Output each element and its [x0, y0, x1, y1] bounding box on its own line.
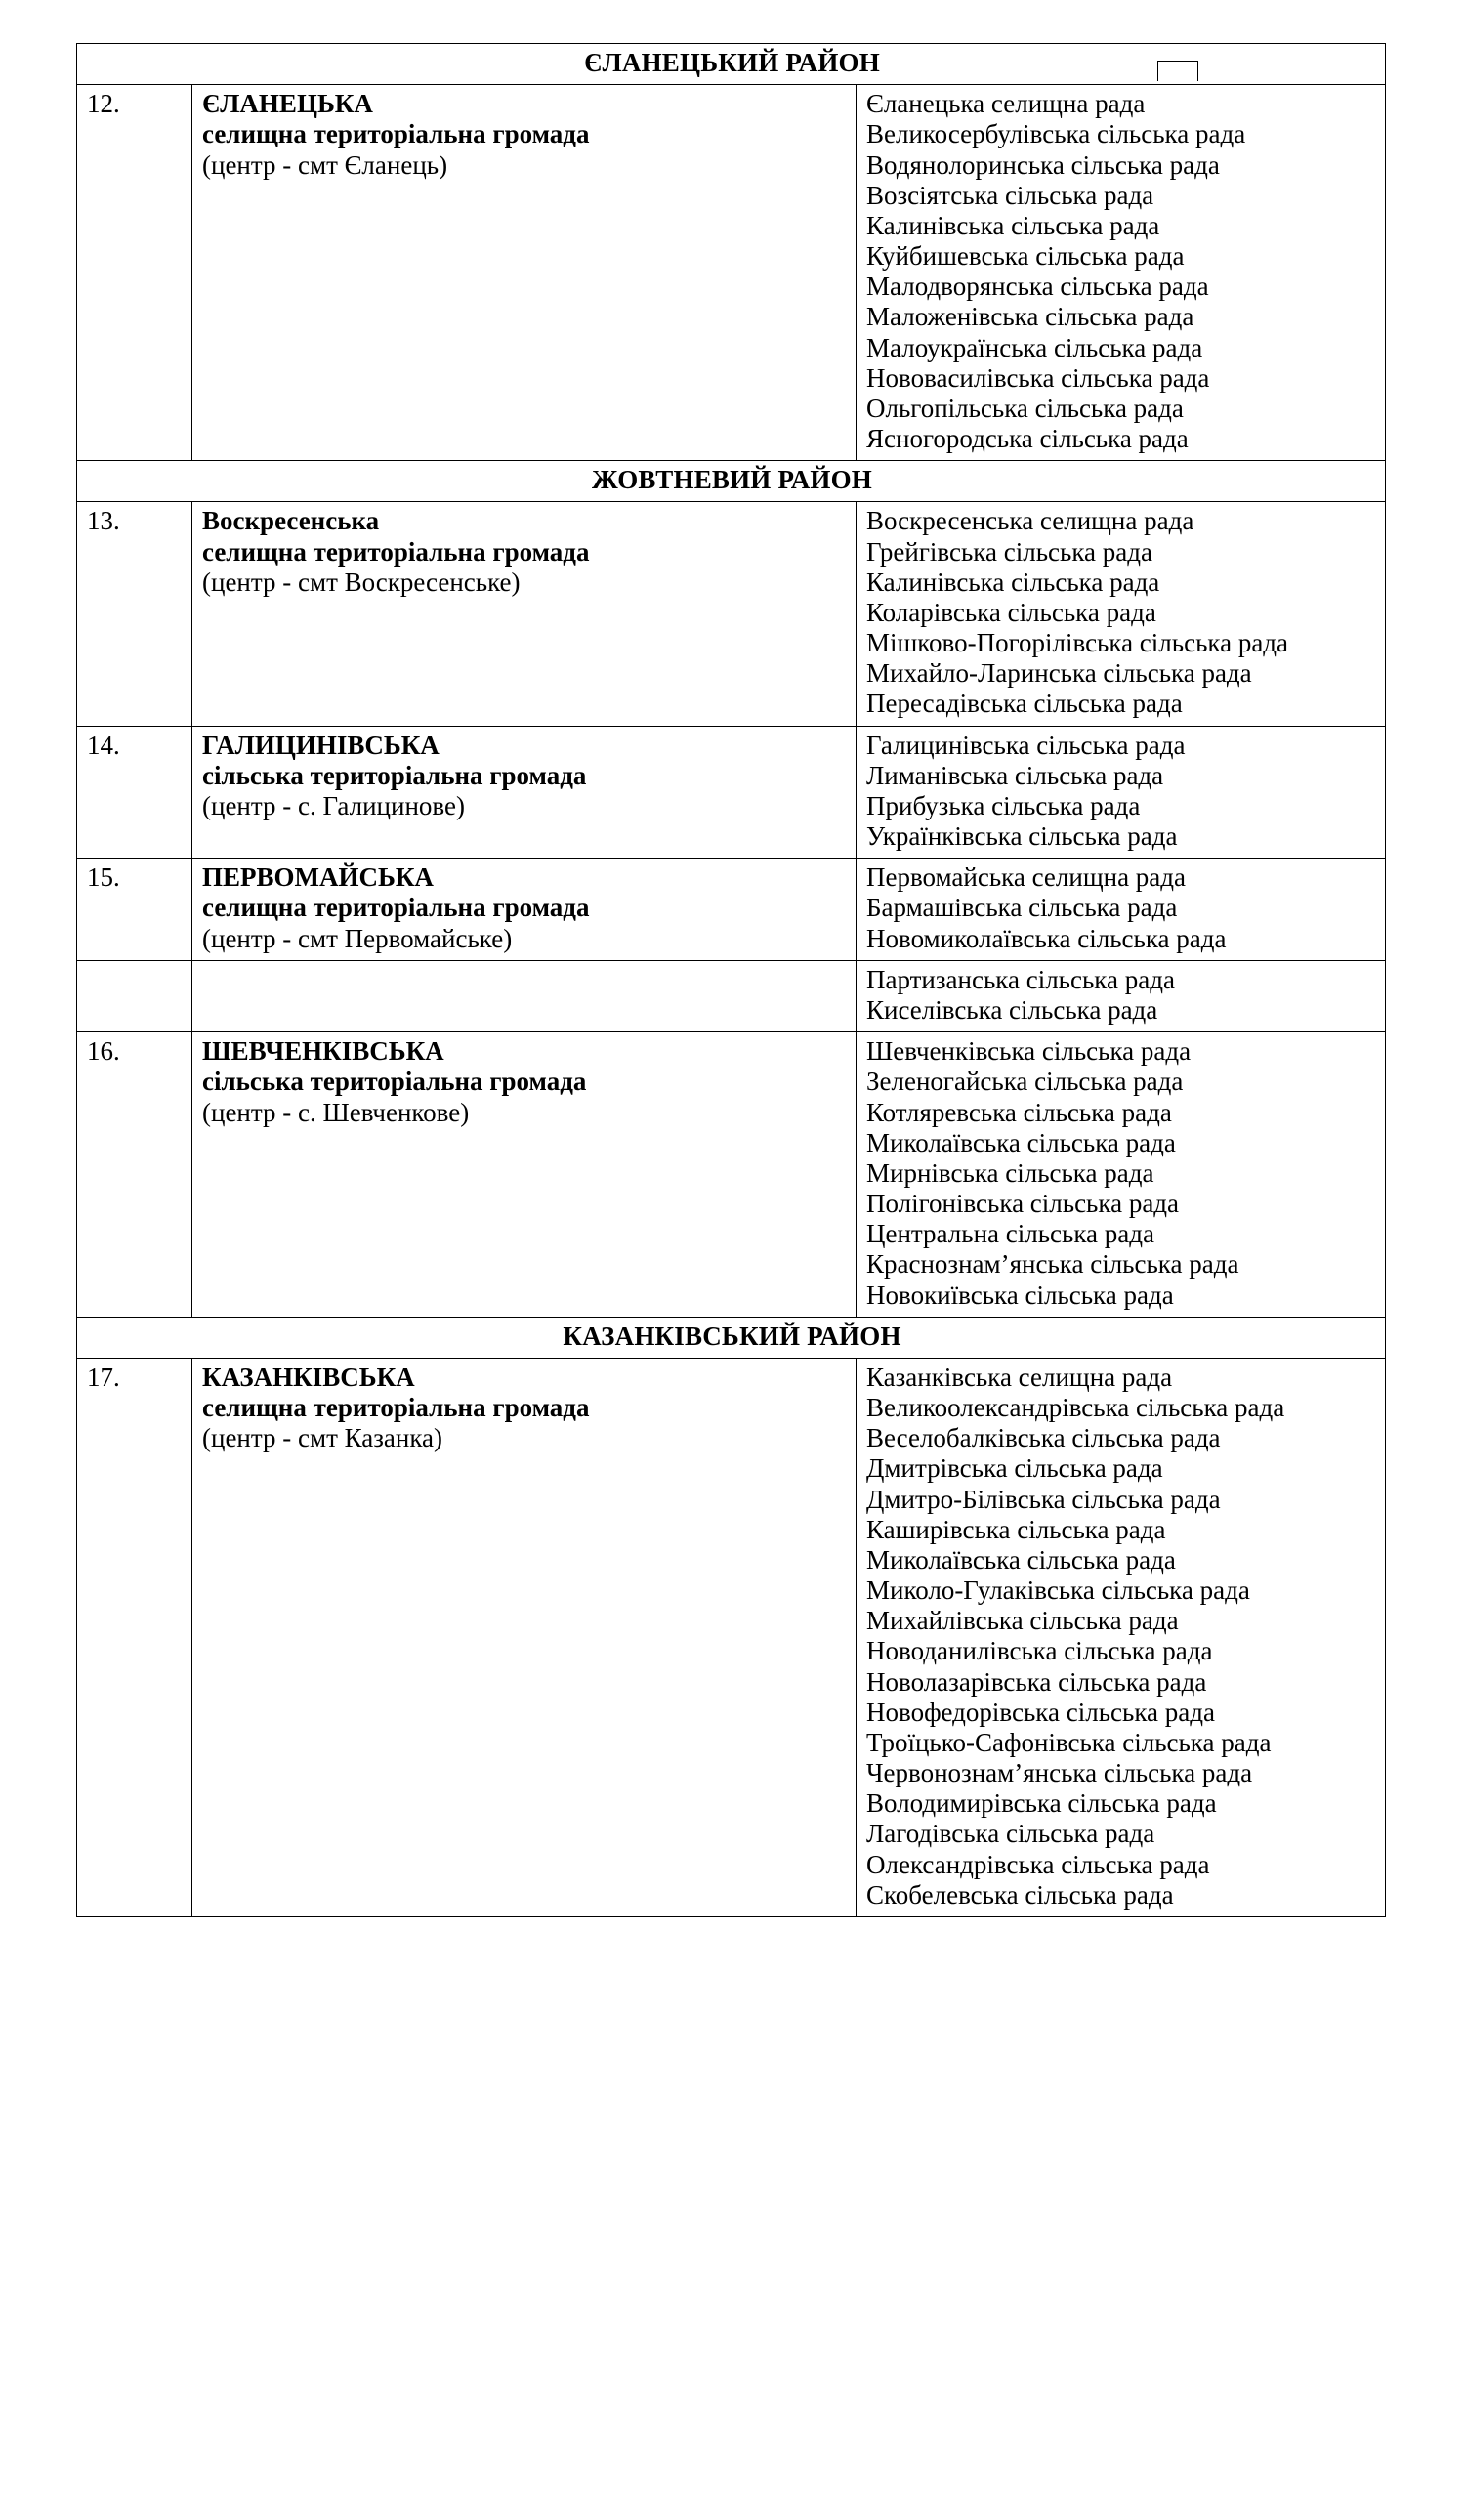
- council-list-cell: [857, 502, 1386, 726]
- council-list-cell: [857, 85, 1386, 461]
- hromada-title: ШЕВЧЕНКІВСЬКА: [202, 1036, 444, 1067]
- council-item: Партизанська сільська рада: [866, 964, 1175, 994]
- row-number: 15.: [77, 859, 192, 961]
- council-item: Володимирівська сільська рада: [866, 1788, 1217, 1819]
- district-heading: ЄЛАНЕЦЬКИЙ РАЙОН: [77, 44, 1386, 85]
- row-number: 13.: [77, 502, 192, 726]
- council-list-cell: [857, 1032, 1386, 1318]
- council-item: Лиманівська сільська рада: [866, 760, 1164, 790]
- hromada-title: Воскресенська: [202, 506, 380, 536]
- council-item: Миколо-Гулаківська сільська рада: [866, 1575, 1250, 1606]
- council-item: Галицинівська сільська рада: [866, 730, 1186, 760]
- council-item: Бармашівська сільська рада: [866, 893, 1178, 923]
- hromada-type: селищна територіальна громада: [202, 119, 590, 149]
- row-number: 16.: [77, 1032, 192, 1318]
- council-item: Дмитро-Білівська сільська рада: [866, 1484, 1221, 1514]
- council-item: Новофедорівська сільська рада: [866, 1697, 1215, 1727]
- council-item: Зеленогайська сільська рада: [866, 1067, 1184, 1097]
- hromada-name-cell: [192, 85, 857, 461]
- council-item: Первомайська селищна рада: [866, 862, 1187, 893]
- council-item: Новоданилівська сільська рада: [866, 1636, 1213, 1666]
- council-item: Миколаївська сільська рада: [866, 1544, 1176, 1575]
- council-list-cell: [857, 960, 1386, 1031]
- council-item: Шевченківська сільська рада: [866, 1036, 1192, 1067]
- hromada-name-cell: [192, 960, 857, 1031]
- council-item: Воскресенська селищна рада: [866, 506, 1194, 536]
- hromada-type: селищна територіальна громада: [202, 536, 590, 567]
- council-item: Грейгівська сільська рада: [866, 536, 1152, 567]
- hromada-name-cell: [192, 859, 857, 961]
- council-item: Дмитрівська сільська рада: [866, 1453, 1163, 1484]
- district-heading: КАЗАНКІВСЬКИЙ РАЙОН: [77, 1317, 1386, 1358]
- council-item: Українківська сільська рада: [866, 821, 1178, 852]
- hromada-name-cell: [192, 726, 857, 859]
- council-item: Полігонівська сільська рада: [866, 1189, 1180, 1219]
- row-number: 17.: [77, 1358, 192, 1916]
- council-list-cell: [857, 859, 1386, 961]
- council-list-cell: [857, 1358, 1386, 1916]
- council-item: Ольгопільська сільська рада: [866, 393, 1184, 423]
- hromada-title: ЄЛАНЕЦЬКА: [202, 89, 373, 119]
- hromada-center: (центр - смт Єланець): [202, 149, 448, 180]
- document-page: [0, 43, 1465, 2520]
- hromada-type: сільська територіальна громада: [202, 760, 587, 790]
- hromada-type: селищна територіальна громада: [202, 1393, 590, 1423]
- council-item: Пересадівська сільська рада: [866, 689, 1183, 719]
- row-number: 12.: [77, 85, 192, 461]
- council-item: Прибузька сільська рада: [866, 790, 1141, 820]
- council-item: Котляревська сільська рада: [866, 1097, 1172, 1127]
- council-item: Малоукраїнська сільська рада: [866, 332, 1203, 362]
- council-list-cell: [857, 726, 1386, 859]
- council-item: Казанківська селищна рада: [866, 1362, 1173, 1392]
- table-row-district: [77, 1317, 1386, 1358]
- hromada-center: (центр - с. Шевченкове): [202, 1097, 470, 1127]
- council-item: Червонознам’янська сільська рада: [866, 1758, 1253, 1788]
- council-item: Лагодівська сільська рада: [866, 1819, 1155, 1849]
- council-item: Скобелевська сільська рада: [866, 1879, 1174, 1910]
- council-item: Нововасилівська сільська рада: [866, 362, 1210, 393]
- council-item: Калинівська сільська рада: [866, 567, 1160, 597]
- council-item: Олександрівська сільська рада: [866, 1849, 1210, 1879]
- district-heading: ЖОВТНЕВИЙ РАЙОН: [77, 461, 1386, 502]
- council-item: Новокиївська сільська рада: [866, 1280, 1174, 1310]
- council-item: Михайло-Ларинська сільська рада: [866, 658, 1252, 689]
- council-item: Калинівська сільська рада: [866, 210, 1160, 240]
- council-item: Новолазарівська сільська рада: [866, 1666, 1207, 1697]
- council-item: Великоолександрівська сільська рада: [866, 1393, 1285, 1423]
- council-item: Веселобалківська сільська рада: [866, 1423, 1221, 1453]
- council-item: Коларівська сільська рада: [866, 597, 1156, 627]
- council-item: Краснознам’янська сільська рада: [866, 1249, 1239, 1280]
- hromada-title: КАЗАНКІВСЬКА: [202, 1362, 415, 1392]
- hromada-center: (центр - смт Первомайське): [202, 923, 513, 953]
- council-item: Михайлівська сільська рада: [866, 1606, 1179, 1636]
- table-row: [77, 726, 1386, 859]
- table-edge-stub: [1157, 61, 1198, 81]
- council-item: Мішково-Погорілівська сільська рада: [866, 628, 1289, 658]
- council-item: Миколаївська сільська рада: [866, 1127, 1176, 1157]
- hromada-center: (центр - смт Казанка): [202, 1423, 443, 1453]
- hromada-title: ГАЛИЦИНІВСЬКА: [202, 730, 440, 760]
- table-row: [77, 960, 1386, 1031]
- table-row: [77, 502, 1386, 726]
- hromada-center: (центр - смт Воскресенське): [202, 567, 521, 597]
- hromada-type: сільська територіальна громада: [202, 1067, 587, 1097]
- council-item: Єланецька селищна рада: [866, 89, 1146, 119]
- hromada-table: [76, 43, 1386, 1917]
- hromada-center: (центр - с. Галицинове): [202, 790, 465, 820]
- council-item: Малодворянська сільська рада: [866, 272, 1209, 302]
- hromada-title: ПЕРВОМАЙСЬКА: [202, 862, 434, 893]
- row-number: [77, 960, 192, 1031]
- hromada-name-cell: [192, 502, 857, 726]
- council-item: Возсіятська сільська рада: [866, 180, 1154, 210]
- council-item: Ясногородська сільська рада: [866, 424, 1189, 454]
- council-item: Мирнівська сільська рада: [866, 1157, 1154, 1188]
- council-item: Троїцько-Сафонівська сільська рада: [866, 1727, 1272, 1757]
- council-item: Куйбишевська сільська рада: [866, 241, 1185, 272]
- table-row: [77, 1358, 1386, 1916]
- council-item: Центральна сільська рада: [866, 1219, 1154, 1249]
- table-row-district: [77, 461, 1386, 502]
- council-item: Великосербулівська сільська рада: [866, 119, 1246, 149]
- table-row: [77, 859, 1386, 961]
- council-item: Маложенівська сільська рада: [866, 302, 1194, 332]
- hromada-type: селищна територіальна громада: [202, 893, 590, 923]
- table-row: [77, 1032, 1386, 1318]
- row-number: 14.: [77, 726, 192, 859]
- table-row: [77, 85, 1386, 461]
- council-item: Водянолоринська сільська рада: [866, 149, 1220, 180]
- hromada-name-cell: [192, 1358, 857, 1916]
- council-item: Киселівська сільська рада: [866, 994, 1158, 1025]
- hromada-name-cell: [192, 1032, 857, 1318]
- council-item: Новомиколаївська сільська рада: [866, 923, 1227, 953]
- council-item: Каширівська сільська рада: [866, 1514, 1166, 1544]
